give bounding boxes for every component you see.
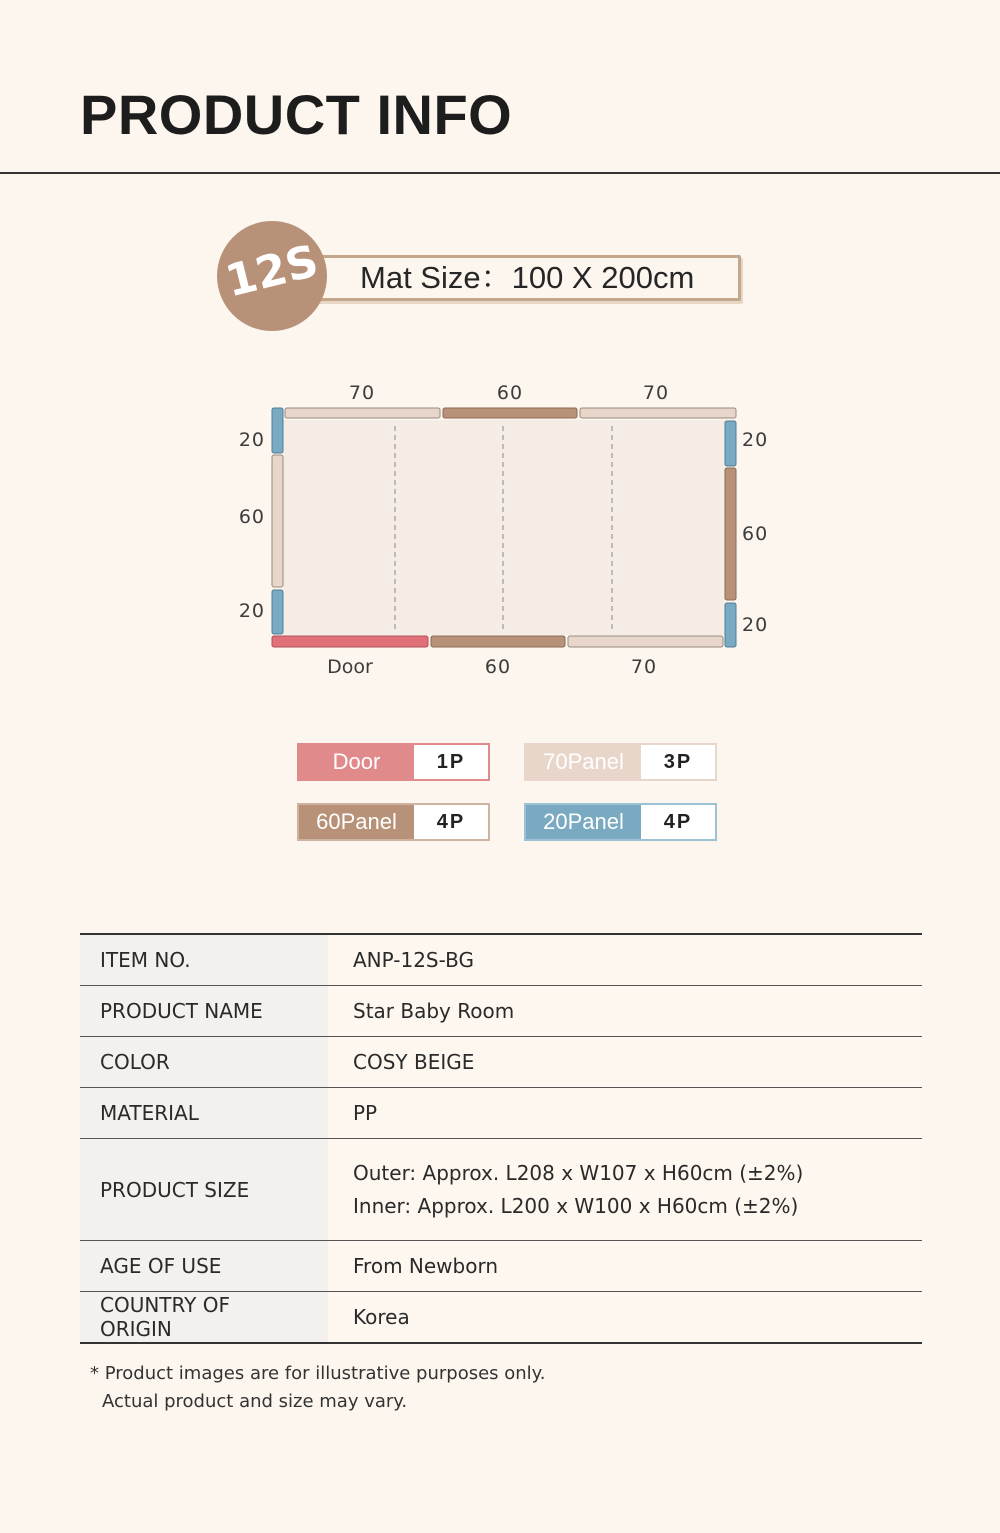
legend-70panel xyxy=(524,743,717,781)
spec-key: ITEM NO. xyxy=(80,934,328,986)
bottom-label: 70 xyxy=(630,656,658,678)
legend-60panel xyxy=(297,803,490,841)
panel-20 xyxy=(272,408,283,453)
spec-value-line: Inner: Approx. L200 x W100 x H60cm (±2%) xyxy=(353,1193,799,1218)
spec-value: Star Baby Room xyxy=(328,986,922,1037)
legend-count: 4P xyxy=(663,810,693,833)
table-row xyxy=(80,1241,922,1292)
panel-70 xyxy=(580,408,736,418)
bottom-label: Door xyxy=(327,656,373,678)
layout-diagram xyxy=(0,0,1000,700)
panel-70 xyxy=(568,636,723,647)
legend-count: 1P xyxy=(436,750,466,773)
panel-60 xyxy=(725,468,736,600)
bottom-label: 60 xyxy=(484,656,512,678)
top-label: 70 xyxy=(348,382,376,404)
spec-value: ANP-12S-BG xyxy=(328,934,922,986)
spec-key: COLOR xyxy=(80,1037,328,1088)
right-label: 20 xyxy=(742,614,769,636)
table-row xyxy=(80,1292,922,1344)
legend-count: 4P xyxy=(436,810,466,833)
spec-value: From Newborn xyxy=(328,1241,922,1292)
table-row xyxy=(80,1088,922,1139)
legend-name: 70Panel xyxy=(526,745,641,779)
table-row xyxy=(80,934,922,986)
spec-key: PRODUCT SIZE xyxy=(80,1139,328,1241)
panel-20 xyxy=(725,421,736,466)
right-label: 60 xyxy=(742,523,769,545)
spec-key: PRODUCT NAME xyxy=(80,986,328,1037)
spec-key: COUNTRY OF ORIGIN xyxy=(80,1292,328,1344)
legend-name: 20Panel xyxy=(526,805,641,839)
mat-size-label: Mat Size：100 X 200cm xyxy=(360,260,695,295)
footnote-line: Actual product and size may vary. xyxy=(102,1391,408,1412)
panel-20 xyxy=(272,590,283,634)
panel-20 xyxy=(725,603,736,647)
panel-60 xyxy=(431,636,565,647)
table-row xyxy=(80,1037,922,1088)
legend-20panel xyxy=(524,803,717,841)
panel-70 xyxy=(285,408,440,418)
spec-value xyxy=(328,1139,922,1241)
mat-area xyxy=(283,420,725,635)
legend-name: 60Panel xyxy=(299,805,414,839)
legend-name: Door xyxy=(299,745,414,779)
spec-value-line: Outer: Approx. L208 x W107 x H60cm (±2%) xyxy=(353,1160,804,1185)
left-label: 20 xyxy=(238,600,265,622)
top-label: 60 xyxy=(496,382,524,404)
spec-key: MATERIAL xyxy=(80,1088,328,1139)
spec-key: AGE OF USE xyxy=(80,1241,328,1292)
top-label: 70 xyxy=(642,382,670,404)
spec-table xyxy=(80,933,922,1344)
left-label: 20 xyxy=(238,429,265,451)
spec-value: COSY BEIGE xyxy=(328,1037,922,1088)
spec-value: Korea xyxy=(328,1292,922,1344)
table-row xyxy=(80,986,922,1037)
model-label: 12S xyxy=(220,235,324,308)
table-row xyxy=(80,1139,922,1241)
legend-door xyxy=(297,743,490,781)
right-label: 20 xyxy=(742,429,769,451)
panel-60 xyxy=(443,408,577,418)
panel-60 xyxy=(272,455,283,587)
spec-value: PP xyxy=(328,1088,922,1139)
footnote xyxy=(90,1360,546,1416)
page-title: PRODUCT INFO xyxy=(80,83,513,146)
panel-door xyxy=(272,636,428,647)
left-label: 60 xyxy=(238,506,265,528)
legend-count: 3P xyxy=(663,750,693,773)
footnote-line: * Product images are for illustrative purposes only. xyxy=(90,1363,546,1384)
